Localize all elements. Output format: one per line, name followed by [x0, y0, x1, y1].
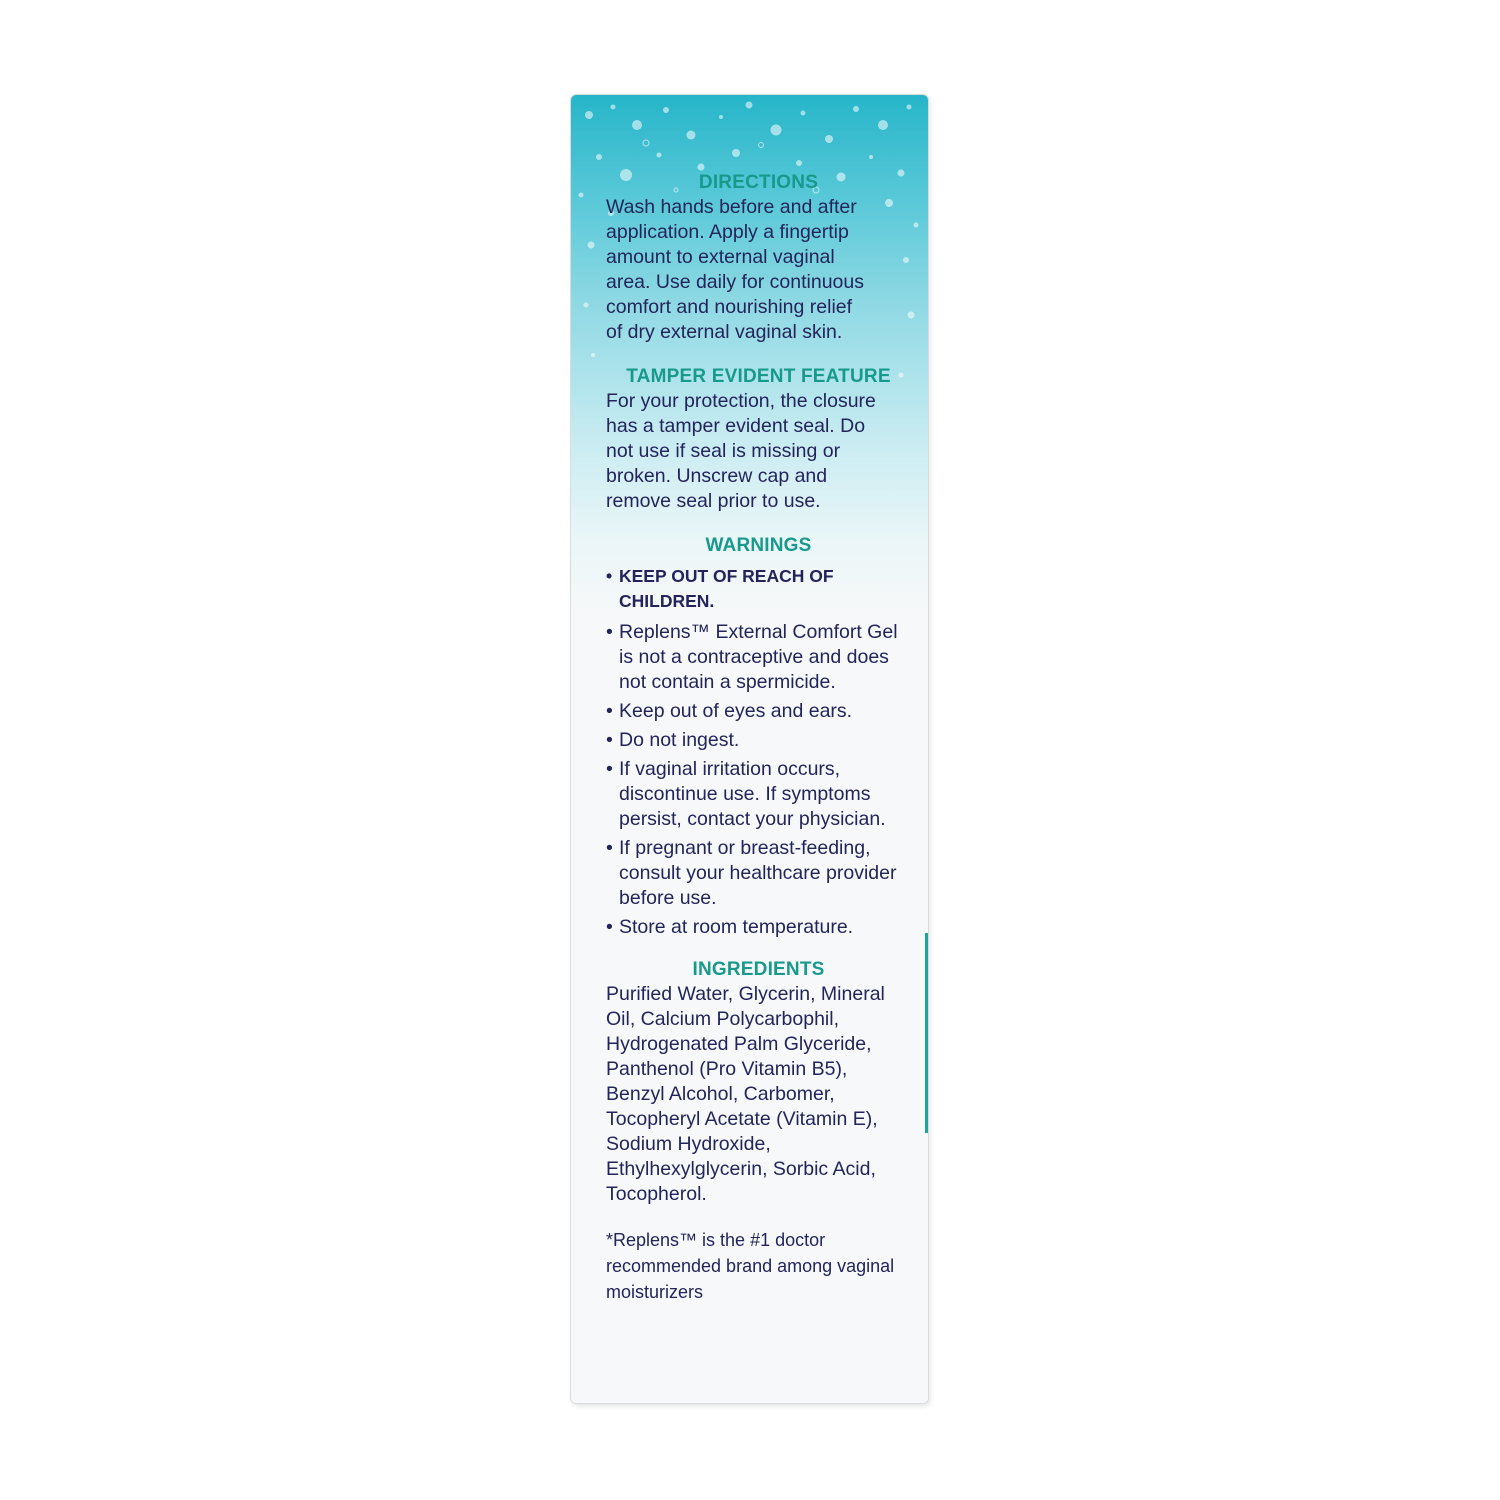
tamper-text: [606, 389, 911, 514]
warning-item: • If pregnant or breast-feeding, consult your healthcare provider before use.: [606, 836, 911, 911]
ingredients-text: Purified Water, Glycerin, Mineral Oil, Calcium Polycarbophil, Hydrogenated Palm Glyceride, Panthenol (Pro Vitamin B5), Benzyl Alcohol, Carbomer, Tocopheryl Acetate (Vitamin E), Sodium Hydroxide, Ethylhexylglycerin, Sorbic Acid, Tocopherol.: [606, 983, 885, 1205]
warning-item: • KEEP OUT OF REACH OF CHILDREN.: [606, 564, 911, 614]
tamper-heading: TAMPER EVIDENT FEATURE: [626, 366, 891, 387]
directions-line: application. Apply a fingertip: [606, 221, 849, 243]
directions-text: [606, 195, 911, 345]
tamper-line: For your protection, the closure: [606, 390, 876, 412]
directions-heading: DIRECTIONS: [698, 172, 819, 193]
warning-item: • Keep out of eyes and ears.: [606, 699, 911, 724]
warning-item: • Store at room temperature.: [606, 915, 911, 940]
directions-line: area. Use daily for continuous: [606, 271, 864, 293]
product-box-side-panel: [571, 95, 928, 1403]
warning-item: • If vaginal irritation occurs, discontinue use. If symptoms persist, contact your physician.: [606, 757, 911, 832]
warnings-heading: WARNINGS: [705, 535, 812, 556]
tamper-line: broken. Unscrew cap and: [606, 465, 828, 487]
tamper-line: not use if seal is missing or: [606, 440, 841, 462]
panel-content: [606, 171, 911, 1305]
footnote: *Replens™ is the #1 doctor recommended brand among vaginal moisturizers: [606, 1230, 895, 1302]
warning-item: • Do not ingest.: [606, 728, 911, 753]
directions-line: of dry external vaginal skin.: [606, 321, 843, 343]
warnings-list: [606, 564, 911, 940]
directions-line: amount to external vaginal: [606, 246, 835, 268]
tamper-line: remove seal prior to use.: [606, 490, 821, 512]
ingredients-heading: INGREDIENTS: [692, 959, 825, 980]
directions-line: Wash hands before and after: [606, 196, 857, 218]
directions-line: comfort and nourishing relief: [606, 296, 853, 318]
tamper-line: has a tamper evident seal. Do: [606, 415, 866, 437]
warning-item: • Replens™ External Comfort Gel is not a contraceptive and does not contain a spermicide.: [606, 620, 911, 695]
